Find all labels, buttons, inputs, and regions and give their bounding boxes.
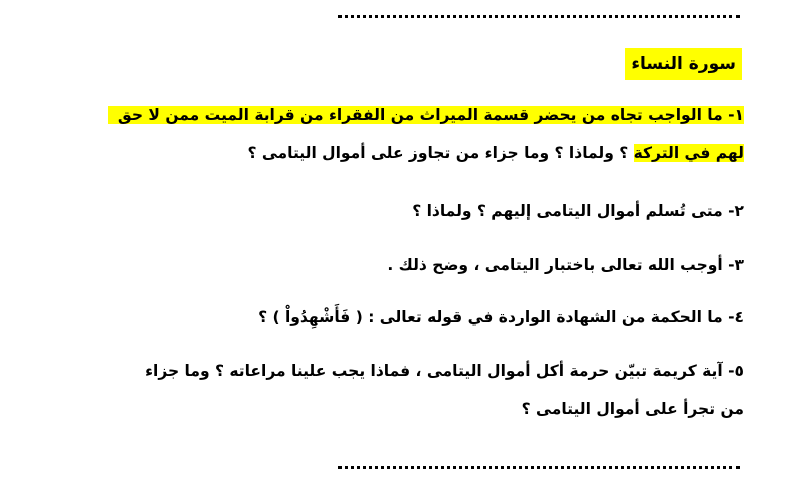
question-1-line-1-text: ١- ما الواجب تجاه من يحضر قسمة الميراث من الفقراء من قرابة الميت ممن لا حق (108, 106, 744, 124)
question-2: ٢- متى تُسلم أموال اليتامى إليهم ؟ ولماذا ؟ (412, 202, 744, 220)
question-1-highlighted-phrase: لهم في التركة (633, 144, 744, 162)
dotted-separator-top (338, 15, 740, 18)
question-5-line-2: من تجرأ على أموال اليتامى ؟ (521, 400, 744, 418)
surah-title: سورة النساء (625, 48, 742, 80)
dotted-separator-bottom (338, 466, 740, 469)
question-3: ٣- أوجب الله تعالى باختبار اليتامى ، وضح ذلك . (387, 256, 744, 274)
question-1-line-2-rest: ؟ ولماذا ؟ وما جزاء من تجاوز على أموال اليتامى ؟ (247, 144, 634, 162)
question-5-line-1: ٥- آية كريمة تبيّن حرمة أكل أموال اليتامى ، فماذا يجب علينا مراعاته ؟ وما جزاء (145, 362, 744, 380)
question-1-line-1 (108, 96, 744, 134)
question-1-line-2 (247, 134, 744, 172)
question-4: ٤- ما الحكمة من الشهادة الواردة في قوله تعالى : ( فَأَشْهِدُواْ ) ؟ (258, 308, 744, 326)
